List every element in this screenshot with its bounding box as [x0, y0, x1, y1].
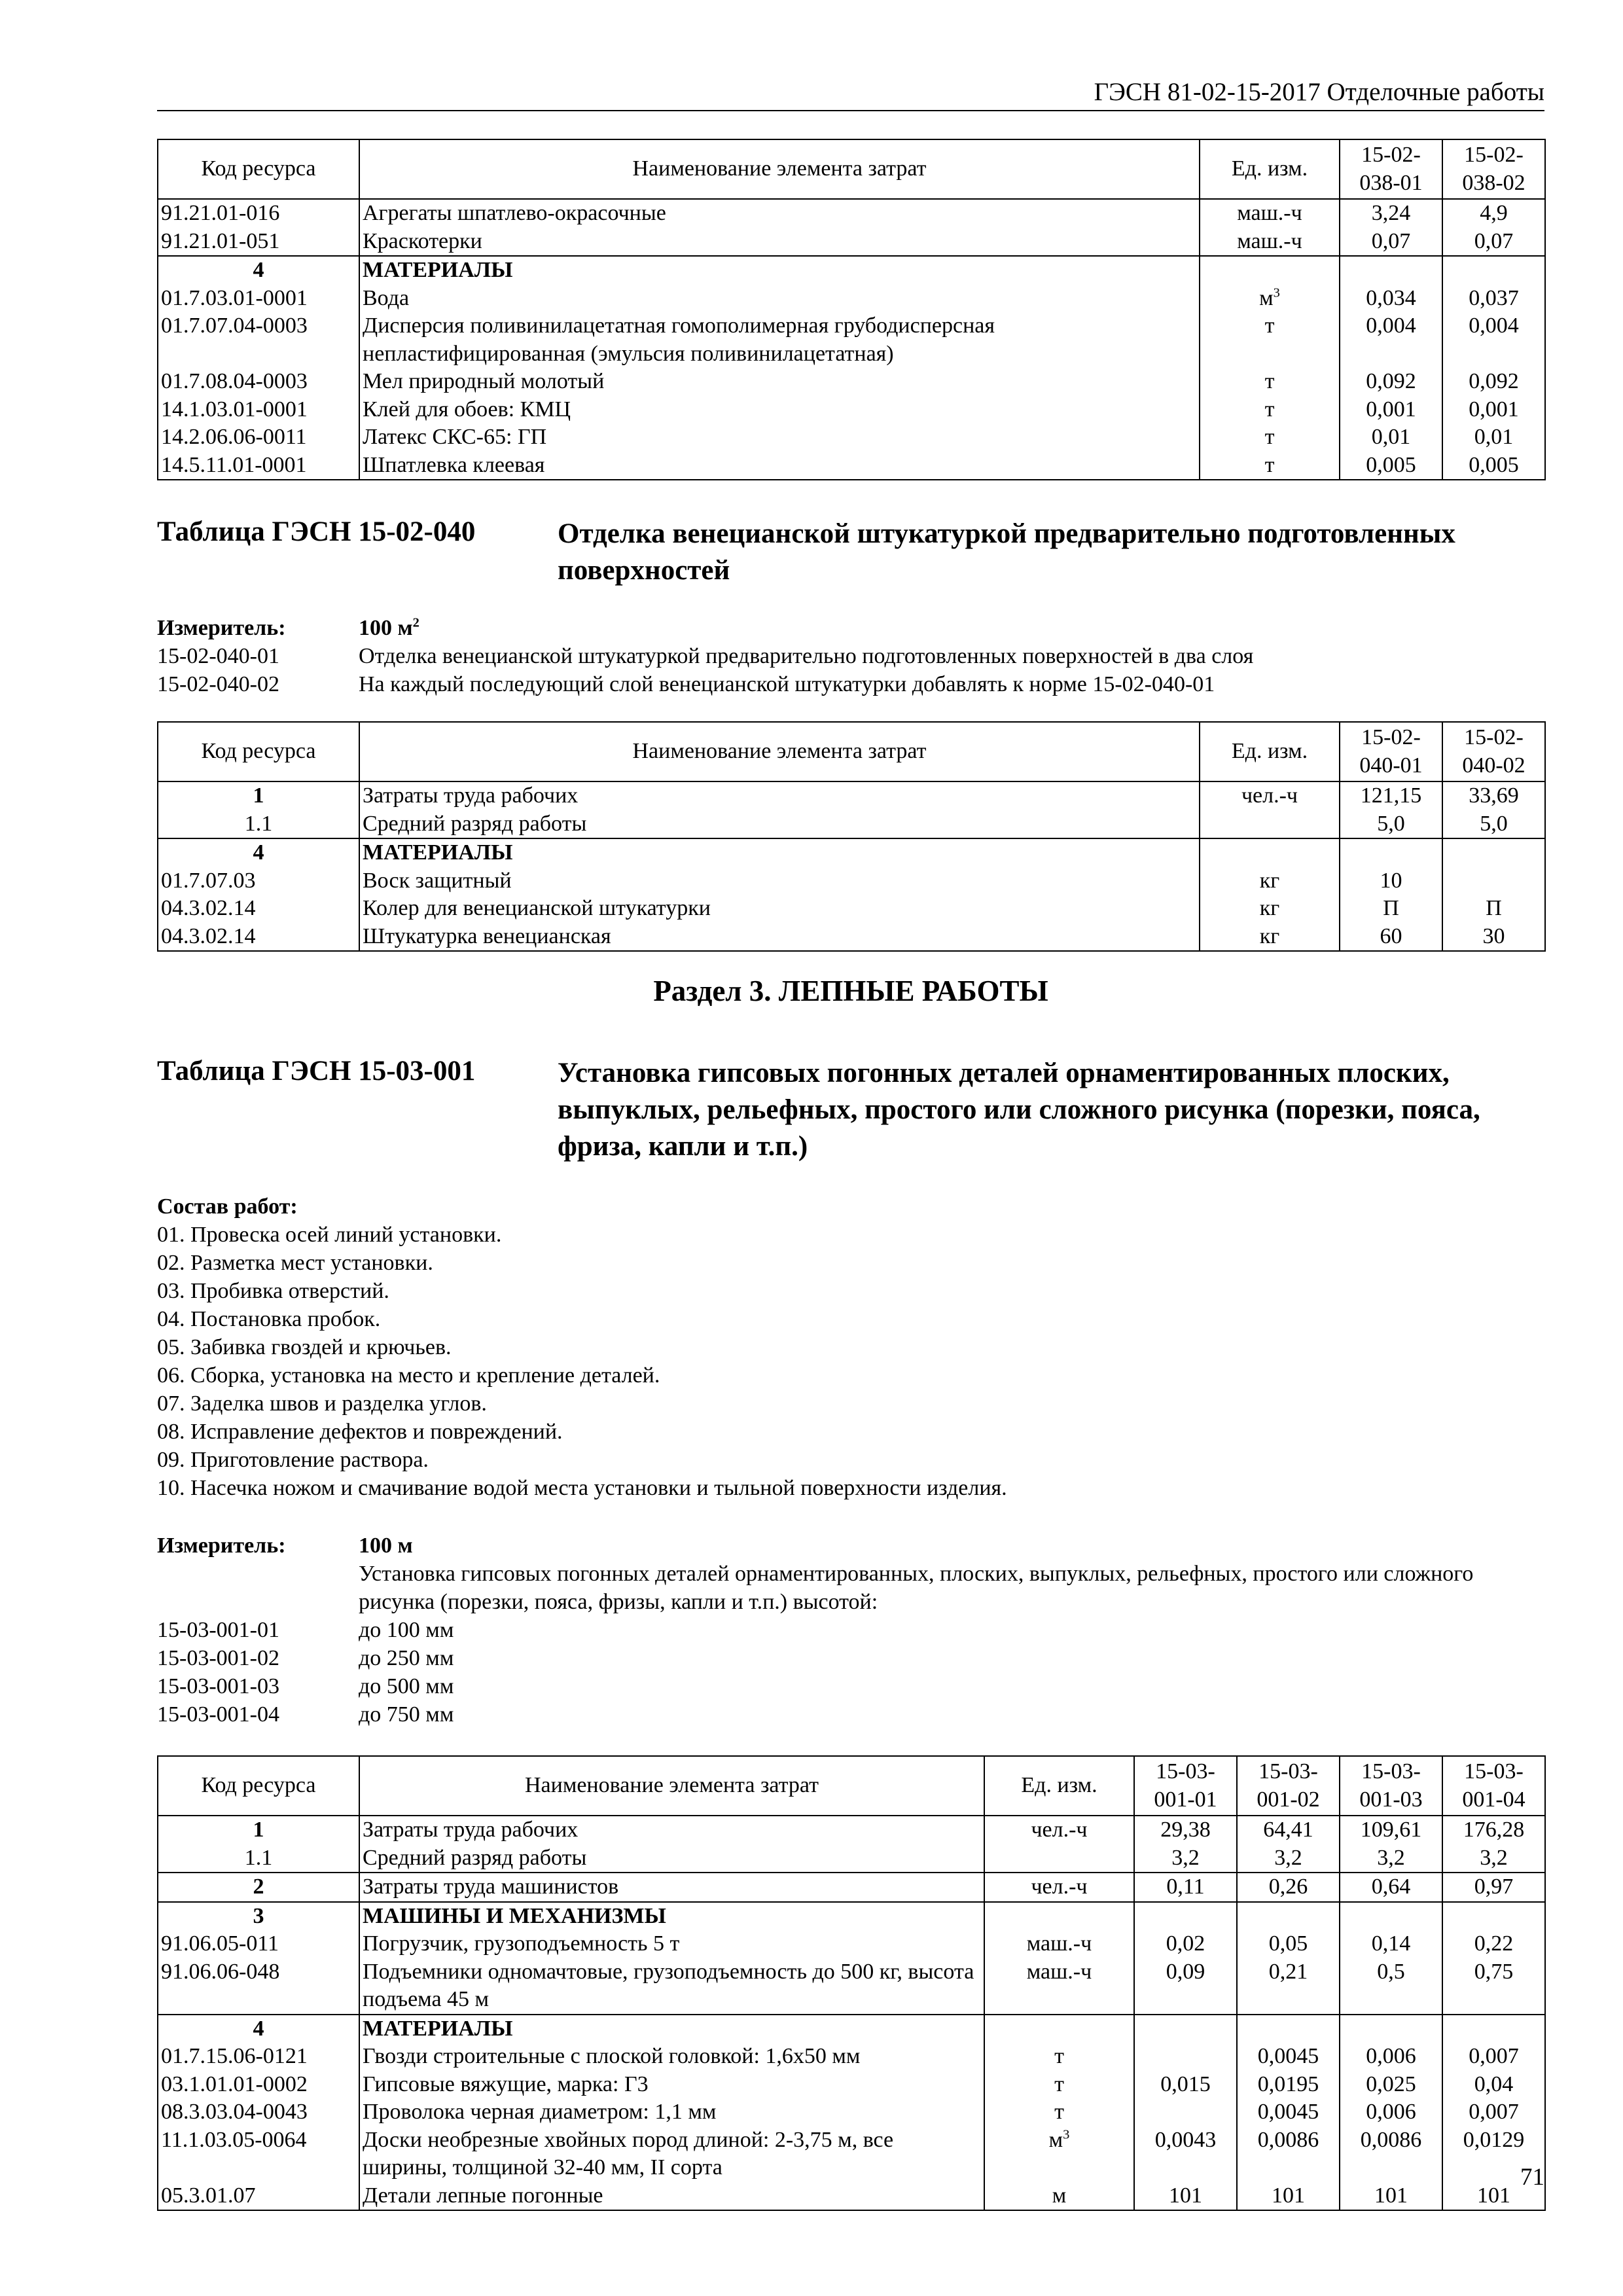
meter-label: Измеритель: — [157, 616, 286, 640]
col-header-norm: 15-02- 040-02 — [1442, 722, 1545, 781]
resource-table-040 — [157, 721, 1546, 952]
cell-value: 0,004 — [1340, 312, 1442, 368]
cell-name: Гипсовые вяжущие, марка: Г3 — [359, 2071, 984, 2099]
cell-value: 0,0043 — [1134, 2126, 1237, 2182]
cell-value: 0,034 — [1340, 285, 1442, 313]
cell-value: 0,26 — [1237, 1873, 1340, 1902]
table-row — [158, 423, 1545, 452]
norm-item — [157, 1700, 1544, 1729]
cell-value — [1442, 256, 1545, 285]
cell-unit: кг — [1200, 895, 1340, 923]
table-row — [158, 867, 1545, 895]
cell-value — [1442, 838, 1545, 867]
table-row — [158, 285, 1545, 313]
table-group-row — [158, 838, 1545, 867]
norm-text: На каждый последующий слой венецианской штукатурки добавлять к норме 15-02-040-01 — [359, 672, 1215, 696]
col-header-norm: 15-03- 001-01 — [1134, 1756, 1237, 1816]
cell-name: Погрузчик, грузоподъемность 5 т — [359, 1930, 984, 1958]
resource-table-038 — [157, 139, 1546, 480]
cell-unit: $м^3$ — [984, 2126, 1134, 2182]
cell-value: 4,9 — [1442, 199, 1545, 228]
cell-name: Латекс СКС-65: ГП — [359, 423, 1200, 452]
norm-code: 15-03-001-04 — [157, 1702, 279, 1727]
cell-unit: т — [984, 2098, 1134, 2126]
cell-code: 14.5.11.01-0001 — [158, 452, 359, 480]
norm-code: 15-02-040-01 — [157, 644, 279, 668]
work-item: 08. Исправление дефектов и повреждений. — [157, 1420, 563, 1444]
cell-value — [1134, 2015, 1237, 2043]
section-heading: Раздел 3. ЛЕПНЫЕ РАБОТЫ — [653, 975, 1048, 1007]
table-row — [158, 2126, 1545, 2182]
col-header-code: Код ресурса — [158, 1756, 359, 1816]
cell-value — [1340, 1902, 1442, 1931]
col-header-norm: 15-02- 038-02 — [1442, 139, 1545, 199]
cell-unit — [984, 1902, 1134, 1931]
work-item: 05. Забивка гвоздей и крючьев. — [157, 1335, 452, 1359]
col-header-name: Наименование элемента затрат — [359, 139, 1200, 199]
cell-value: 101 — [1134, 2182, 1237, 2211]
cell-value: 0,01 — [1442, 423, 1545, 452]
cell-value: 0,006 — [1340, 2043, 1442, 2071]
cell-value: 3,2 — [1442, 1844, 1545, 1873]
cell-name: МАТЕРИАЛЫ — [359, 256, 1200, 285]
cell-name: Гвозди строительные с плоской головкой: 1,6x50 мм — [359, 2043, 984, 2071]
work-item: 06. Сборка, установка на место и крепление деталей. — [157, 1363, 660, 1388]
cell-value: 0,005 — [1340, 452, 1442, 480]
cell-value: 3,2 — [1340, 1844, 1442, 1873]
norm-text: до 100 мм — [359, 1618, 454, 1642]
cell-value: 0,02 — [1134, 1930, 1237, 1958]
cell-unit — [1200, 810, 1340, 839]
table-group-row — [158, 2015, 1545, 2043]
table-row — [158, 1873, 1545, 1902]
table-header-row — [158, 139, 1545, 199]
cell-value: 0,007 — [1442, 2098, 1545, 2126]
col-header-norm: 15-03- 001-03 — [1340, 1756, 1442, 1816]
col-header-norm: 15-02- 040-01 — [1340, 722, 1442, 781]
work-item: 10. Насечка ножом и смачивание водой места установки и тыльной поверхности изделия. — [157, 1476, 1007, 1500]
cell-name: Средний разряд работы — [359, 810, 1200, 839]
cell-code: 2 — [158, 1873, 359, 1902]
cell-name: Детали лепные погонные — [359, 2182, 984, 2211]
cell-name: Воск защитный — [359, 867, 1200, 895]
cell-code: 1 — [158, 1816, 359, 1844]
table-row — [158, 2182, 1545, 2211]
cell-code: 03.1.01.01-0002 — [158, 2071, 359, 2099]
cell-value: 0,21 — [1237, 1958, 1340, 2015]
table-header-row — [158, 1756, 1545, 1816]
cell-unit: т — [1200, 452, 1340, 480]
norm-text: Отделка венецианской штукатуркой предварительно подготовленных поверхностей в два слоя — [359, 644, 1254, 668]
cell-code: 01.7.07.03 — [158, 867, 359, 895]
table-group-row — [158, 256, 1545, 285]
table-title-text: Установка гипсовых погонных деталей орнаментированных плоских, выпуклых, рельефных, простого или сложного рисунка (порезки, пояса, фриза, капли и т.п.) — [558, 1058, 1480, 1162]
cell-value: 0,0045 — [1237, 2098, 1340, 2126]
cell-unit: т — [984, 2071, 1134, 2099]
cell-code: 91.21.01-016 — [158, 199, 359, 228]
cell-value: 0,092 — [1442, 368, 1545, 396]
cell-name: Затраты труда машинистов — [359, 1873, 984, 1902]
work-item: 07. Заделка швов и разделка углов. — [157, 1391, 487, 1416]
cell-value: 0,092 — [1340, 368, 1442, 396]
cell-unit: м — [984, 2182, 1134, 2211]
works-label: Состав работ: — [157, 1194, 298, 1219]
table-row — [158, 1930, 1545, 1958]
cell-value: 0,14 — [1340, 1930, 1442, 1958]
cell-value: 0,64 — [1340, 1873, 1442, 1902]
cell-code: 4 — [158, 256, 359, 285]
cell-value: 0,001 — [1340, 396, 1442, 424]
cell-unit — [1200, 838, 1340, 867]
cell-unit: маш.-ч — [984, 1958, 1134, 2015]
table-row — [158, 1844, 1545, 1873]
cell-unit — [984, 1844, 1134, 1873]
cell-value — [1442, 1902, 1545, 1931]
cell-name: Шпатлевка клеевая — [359, 452, 1200, 480]
cell-value: 0,015 — [1134, 2071, 1237, 2099]
cell-value: 0,07 — [1442, 228, 1545, 257]
norm-text: до 250 мм — [359, 1646, 454, 1670]
cell-code: 11.1.03.05-0064 — [158, 2126, 359, 2182]
table-row — [158, 2071, 1545, 2099]
cell-unit: чел.-ч — [984, 1873, 1134, 1902]
cell-name: Мел природный молотый — [359, 368, 1200, 396]
cell-value: 121,15 — [1340, 781, 1442, 810]
cell-code: 14.2.06.06-0011 — [158, 423, 359, 452]
cell-name: Вода — [359, 285, 1200, 313]
cell-value: П — [1442, 895, 1545, 923]
table-row — [158, 199, 1545, 228]
cell-value: П — [1340, 895, 1442, 923]
work-item: 03. Пробивка отверстий. — [157, 1279, 389, 1303]
cell-value: 0,01 — [1340, 423, 1442, 452]
cell-value — [1340, 2015, 1442, 2043]
cell-code: 1.1 — [158, 810, 359, 839]
cell-name: Краскотерки — [359, 228, 1200, 257]
norm-item — [157, 1616, 1544, 1644]
meter-value: 100 м — [359, 1534, 413, 1558]
cell-value — [1134, 2043, 1237, 2071]
page-number: 71 — [1520, 2164, 1544, 2191]
cell-code: 01.7.07.04-0003 — [158, 312, 359, 368]
cell-unit: чел.-ч — [1200, 781, 1340, 810]
cell-value: 0,05 — [1237, 1930, 1340, 1958]
cell-code: 08.3.03.04-0043 — [158, 2098, 359, 2126]
cell-name: Дисперсия поливинилацетатная гомополимерная грубодисперсная непластифицированная (эмульсия поливинилацетатная) — [359, 312, 1200, 368]
cell-unit: чел.-ч — [984, 1816, 1134, 1844]
meter-value: 100 $м^2$ — [359, 615, 419, 640]
table-row — [158, 810, 1545, 839]
cell-code: 04.3.02.14 — [158, 923, 359, 952]
cell-value: 29,38 — [1134, 1816, 1237, 1844]
cell-value — [1237, 1902, 1340, 1931]
cell-value: 101 — [1340, 2182, 1442, 2211]
cell-name: Затраты труда рабочих — [359, 1816, 984, 1844]
cell-unit: т — [1200, 312, 1340, 368]
col-header-norm: 15-03- 001-04 — [1442, 1756, 1545, 1816]
cell-value: 0,09 — [1134, 1958, 1237, 2015]
col-header-code: Код ресурса — [158, 722, 359, 781]
document-page — [157, 0, 1544, 2296]
cell-value: 0,0129 — [1442, 2126, 1545, 2182]
works-block — [157, 1193, 1544, 1502]
cell-unit: маш.-ч — [1200, 228, 1340, 257]
meter-description: Установка гипсовых погонных деталей орнаментированных, плоских, выпуклых, рельефных, простого или сложного рисунка (порезки, пояса, фризы, капли и т.п.) высотой: — [359, 1562, 1474, 1614]
cell-name: Проволока черная диаметром: 1,1 мм — [359, 2098, 984, 2126]
norm-code: 15-03-001-01 — [157, 1618, 279, 1642]
cell-name: МАТЕРИАЛЫ — [359, 838, 1200, 867]
cell-value: 0,22 — [1442, 1930, 1545, 1958]
cell-name: МАТЕРИАЛЫ — [359, 2015, 984, 2043]
cell-value: 0,007 — [1442, 2043, 1545, 2071]
table-row — [158, 368, 1545, 396]
cell-value — [1442, 867, 1545, 895]
cell-code: 01.7.03.01-0001 — [158, 285, 359, 313]
cell-value: 176,28 — [1442, 1816, 1545, 1844]
meter-row — [157, 614, 1544, 642]
work-item: 02. Разметка мест установки. — [157, 1251, 433, 1275]
meter-label: Измеритель: — [157, 1534, 286, 1558]
cell-code: 01.7.08.04-0003 — [158, 368, 359, 396]
table-row — [158, 452, 1545, 480]
cell-value: 0,5 — [1340, 1958, 1442, 2015]
cell-code: 04.3.02.14 — [158, 895, 359, 923]
cell-name: МАШИНЫ И МЕХАНИЗМЫ — [359, 1902, 984, 1931]
table-row — [158, 1958, 1545, 2015]
cell-value: 0,11 — [1134, 1873, 1237, 1902]
norm-code: 15-03-001-03 — [157, 1674, 279, 1698]
table-title-text: Отделка венецианской штукатуркой предварительно подготовленных поверхностей — [558, 518, 1455, 586]
norm-code: 15-02-040-02 — [157, 672, 279, 696]
cell-value: 0,025 — [1340, 2071, 1442, 2099]
cell-value: 5,0 — [1340, 810, 1442, 839]
cell-value: 3,2 — [1134, 1844, 1237, 1873]
cell-name: Клей для обоев: КМЦ — [359, 396, 1200, 424]
cell-code: 14.1.03.01-0001 — [158, 396, 359, 424]
table-row — [158, 2043, 1545, 2071]
cell-code: 4 — [158, 838, 359, 867]
norm-text: до 500 мм — [359, 1674, 454, 1698]
cell-name: Агрегаты шпатлево-окрасочные — [359, 199, 1200, 228]
running-header: ГЭСН 81-02-15-2017 Отделочные работы — [1094, 78, 1544, 106]
col-header-unit: Ед. изм. — [984, 1756, 1134, 1816]
norm-item — [157, 1672, 1544, 1700]
cell-value: 0,0195 — [1237, 2071, 1340, 2099]
cell-value: 0,97 — [1442, 1873, 1545, 1902]
cell-value: 101 — [1237, 2182, 1340, 2211]
table-row — [158, 1816, 1545, 1844]
header-rule — [157, 110, 1544, 111]
cell-value: 3,24 — [1340, 199, 1442, 228]
norm-item — [157, 670, 1544, 698]
norm-code: 15-03-001-02 — [157, 1646, 279, 1670]
cell-unit: маш.-ч — [1200, 199, 1340, 228]
cell-unit: т — [1200, 396, 1340, 424]
cell-unit: маш.-ч — [984, 1930, 1134, 1958]
cell-value: 5,0 — [1442, 810, 1545, 839]
cell-value — [1134, 1902, 1237, 1931]
cell-value: 10 — [1340, 867, 1442, 895]
cell-unit: кг — [1200, 923, 1340, 952]
cell-code: 91.06.06-048 — [158, 1958, 359, 2015]
meter-block-040 — [157, 614, 1544, 698]
cell-name: Штукатурка венецианская — [359, 923, 1200, 952]
cell-code: 91.21.01-051 — [158, 228, 359, 257]
table-label: Таблица ГЭСН 15-02-040 — [157, 516, 476, 547]
cell-value — [1237, 2015, 1340, 2043]
cell-value: 0,04 — [1442, 2071, 1545, 2099]
meter-row — [157, 1532, 1544, 1560]
table-row — [158, 2098, 1545, 2126]
cell-unit: т — [984, 2043, 1134, 2071]
cell-value: 0,004 — [1442, 312, 1545, 368]
cell-value: 0,006 — [1340, 2098, 1442, 2126]
cell-code: 4 — [158, 2015, 359, 2043]
cell-value: 0,001 — [1442, 396, 1545, 424]
table-row — [158, 923, 1545, 952]
cell-value — [1340, 838, 1442, 867]
table-row — [158, 396, 1545, 424]
table-row — [158, 228, 1545, 257]
col-header-unit: Ед. изм. — [1200, 139, 1340, 199]
col-header-name: Наименование элемента затрат — [359, 722, 1200, 781]
cell-unit: т — [1200, 368, 1340, 396]
norm-item — [157, 642, 1544, 670]
work-item: 09. Приготовление раствора. — [157, 1448, 429, 1472]
table-label: Таблица ГЭСН 15-03-001 — [157, 1056, 476, 1086]
cell-name: Подъемники одномачтовые, грузоподъемность до 500 кг, высота подъема 45 м — [359, 1958, 984, 2015]
cell-value: 64,41 — [1237, 1816, 1340, 1844]
cell-value — [1340, 256, 1442, 285]
cell-unit: т — [1200, 423, 1340, 452]
cell-value: 30 — [1442, 923, 1545, 952]
norm-text: до 750 мм — [359, 1702, 454, 1727]
cell-value: 0,005 — [1442, 452, 1545, 480]
table-header-row — [158, 722, 1545, 781]
cell-value: 0,0086 — [1340, 2126, 1442, 2182]
work-item: 01. Провеска осей линий установки. — [157, 1223, 502, 1247]
cell-unit — [1200, 256, 1340, 285]
cell-unit: кг — [1200, 867, 1340, 895]
cell-value — [1134, 2098, 1237, 2126]
table-row — [158, 781, 1545, 810]
cell-unit — [984, 2015, 1134, 2043]
table-row — [158, 895, 1545, 923]
cell-code: 01.7.15.06-0121 — [158, 2043, 359, 2071]
meter-block-001 — [157, 1532, 1544, 1729]
col-header-unit: Ед. изм. — [1200, 722, 1340, 781]
cell-value: 101 — [1442, 2182, 1545, 2211]
work-item: 04. Постановка пробок. — [157, 1307, 381, 1331]
cell-name: Колер для венецианской штукатурки — [359, 895, 1200, 923]
cell-value: 60 — [1340, 923, 1442, 952]
cell-code: 3 — [158, 1902, 359, 1931]
cell-value: 3,2 — [1237, 1844, 1340, 1873]
cell-code: 05.3.01.07 — [158, 2182, 359, 2211]
cell-value: 109,61 — [1340, 1816, 1442, 1844]
cell-value: 33,69 — [1442, 781, 1545, 810]
cell-value — [1442, 2015, 1545, 2043]
cell-unit: $м^3$ — [1200, 285, 1340, 313]
table-row — [158, 312, 1545, 368]
cell-code: 1 — [158, 781, 359, 810]
col-header-norm: 15-02- 038-01 — [1340, 139, 1442, 199]
cell-value: 0,07 — [1340, 228, 1442, 257]
resource-table-001 — [157, 1755, 1546, 2211]
cell-value: 0,037 — [1442, 285, 1545, 313]
col-header-norm: 15-03- 001-02 — [1237, 1756, 1340, 1816]
cell-value: 0,75 — [1442, 1958, 1545, 2015]
col-header-code: Код ресурса — [158, 139, 359, 199]
cell-name: Доски необрезные хвойных пород длиной: 2-3,75 м, все ширины, толщиной 32-40 мм, II сорта — [359, 2126, 984, 2182]
cell-name: Средний разряд работы — [359, 1844, 984, 1873]
cell-code: 1.1 — [158, 1844, 359, 1873]
cell-code: 91.06.05-011 — [158, 1930, 359, 1958]
table-group-row — [158, 1902, 1545, 1931]
cell-value: 0,0086 — [1237, 2126, 1340, 2182]
norm-item — [157, 1644, 1544, 1672]
col-header-name: Наименование элемента затрат — [359, 1756, 984, 1816]
cell-value: 0,0045 — [1237, 2043, 1340, 2071]
cell-name: Затраты труда рабочих — [359, 781, 1200, 810]
